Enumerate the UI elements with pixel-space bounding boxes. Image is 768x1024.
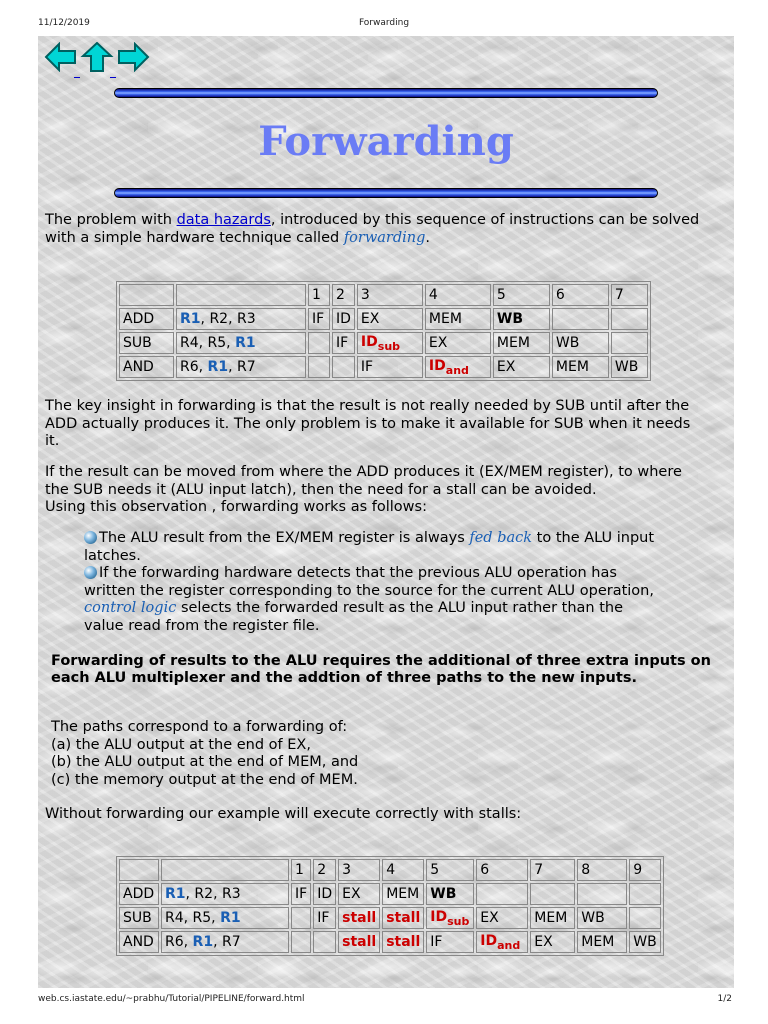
stall-cell: stall: [338, 931, 380, 953]
forwarding-term: forwarding: [343, 229, 426, 246]
table-cell: IF: [357, 356, 423, 378]
up-arrow-icon: [80, 42, 114, 72]
table-cell: MEM: [382, 883, 424, 905]
table-cell: [332, 356, 355, 378]
table-header-row: [119, 859, 661, 881]
table-cell: 6: [552, 284, 609, 306]
table-cell: MEM: [425, 308, 491, 330]
control-logic-term: control logic: [84, 600, 177, 616]
bullet-text: latches.: [84, 547, 141, 564]
register-r1: R1: [192, 934, 214, 950]
table-row: [119, 907, 661, 929]
operand-text: , R7: [228, 359, 256, 375]
operand-text: R4, R5,: [165, 910, 221, 926]
paths-paragraph: [51, 719, 731, 789]
table-cell: [176, 308, 306, 330]
table-cell: IF: [426, 931, 474, 953]
table-cell: EX: [530, 931, 575, 953]
operand-text: R6,: [165, 934, 193, 950]
register-r1: R1: [165, 886, 186, 902]
stage-main: ID: [360, 333, 378, 350]
table-cell: [308, 356, 330, 378]
stall-cell: stall: [382, 907, 424, 929]
table-cell: EX: [338, 883, 380, 905]
table-cell: [577, 883, 627, 905]
intro-text: with a simple hardware technique called: [45, 229, 344, 246]
operand-text: R4, R5,: [180, 335, 236, 351]
stage-id-and: [480, 932, 521, 952]
table-cell: 7: [530, 859, 575, 881]
table-cell: [476, 883, 528, 905]
table-cell: ID: [313, 883, 336, 905]
data-hazards-link[interactable]: data hazards: [176, 212, 271, 228]
intro-text: .: [425, 229, 430, 246]
table-cell: WB: [426, 883, 474, 905]
bullet-text: selects the forwarded result as the ALU input rather than the: [176, 600, 623, 616]
table-cell: [291, 907, 311, 929]
table-cell: ADD: [119, 883, 159, 905]
table-cell: 9: [629, 859, 660, 881]
bullet-icon: [84, 531, 97, 544]
register-r1: R1: [220, 910, 241, 926]
next-button[interactable]: [116, 42, 150, 72]
stage-main: ID: [480, 932, 498, 949]
table-cell: [176, 332, 306, 354]
alu-requirements-paragraph: [51, 653, 726, 687]
table-cell: IF: [308, 308, 330, 330]
intro-text: , introduced by this sequence of instructions can be solved: [270, 212, 700, 228]
nav-bar: [44, 42, 154, 76]
table-cell: 2: [313, 859, 336, 881]
stage-sub: sub: [377, 339, 401, 353]
table-cell: [611, 332, 648, 354]
bullet-text: to the ALU input: [532, 530, 655, 546]
table-cell: WB: [552, 332, 609, 354]
table-cell: [176, 284, 306, 306]
table-cell: SUB: [119, 907, 159, 929]
table-cell: 1: [291, 859, 311, 881]
operand-text: , R2, R3: [185, 886, 241, 902]
table-cell: [611, 308, 648, 330]
print-url: web.cs.iastate.edu/~prabhu/Tutorial/PIPELINE/forward.html: [38, 994, 305, 1004]
insight-paragraph: [45, 398, 725, 451]
table-cell: [119, 859, 159, 881]
bullet-text: value read from the register file.: [84, 617, 320, 634]
bullet-text: The ALU result from the EX/MEM register is always: [99, 530, 470, 546]
table-cell: [119, 284, 174, 306]
left-arrow-icon: [44, 42, 78, 72]
intro-paragraph: [45, 212, 725, 247]
table-cell: [629, 907, 660, 929]
page-title: Forwarding: [258, 118, 514, 165]
table-cell: IF: [291, 883, 311, 905]
print-header: [0, 18, 768, 32]
up-button[interactable]: [80, 42, 114, 72]
table-cell: EX: [357, 308, 423, 330]
top-divider: [114, 88, 658, 98]
table-cell: [357, 332, 423, 354]
print-title: Forwarding: [358, 18, 410, 28]
link-underline: [74, 77, 80, 78]
table-cell: [425, 356, 491, 378]
table-cell: IF: [332, 332, 355, 354]
table-cell: [313, 931, 336, 953]
table-cell: 4: [425, 284, 491, 306]
table-cell: ADD: [119, 308, 174, 330]
text-line: (c) the memory output at the end of MEM.: [51, 771, 358, 788]
table-row: [119, 308, 648, 330]
stage-id-sub: [430, 908, 470, 928]
text-line: ADD actually produces it. The only problem is to make it available for SUB when it needs: [45, 415, 691, 432]
text-line: The paths correspond to a forwarding of:: [51, 719, 348, 735]
table-header-row: [119, 284, 648, 306]
bullet-text: If the forwarding hardware detects that the previous ALU operation has: [99, 565, 617, 581]
table-cell: [291, 931, 311, 953]
table-cell: [161, 859, 289, 881]
table-cell: [552, 308, 609, 330]
text-line: Using this observation , forwarding works as follows:: [45, 499, 427, 515]
table-cell: EX: [493, 356, 550, 378]
stage-sub: and: [445, 363, 469, 377]
right-arrow-icon: [116, 42, 150, 72]
bottom-divider: [114, 188, 658, 198]
print-date: 11/12/2019: [38, 18, 90, 28]
operand-text: R6,: [180, 359, 208, 375]
text-line: If the result can be moved from where the ADD produces it (EX/MEM register), to where: [45, 464, 682, 480]
text-line: it.: [45, 433, 60, 449]
table-cell: 1: [308, 284, 330, 306]
table-cell: 2: [332, 284, 355, 306]
stage-id-and: [428, 357, 469, 377]
table-cell: [176, 356, 306, 378]
table-cell: [476, 931, 528, 953]
page-body: [38, 36, 734, 988]
text-line: The key insight in forwarding is that the result is not really needed by SUB until after the: [45, 398, 690, 414]
register-r1: R1: [180, 311, 201, 327]
table-cell: EX: [476, 907, 528, 929]
print-footer: [0, 994, 768, 1008]
stall-cell: stall: [382, 931, 424, 953]
table-cell: 5: [426, 859, 474, 881]
stage-main: ID: [428, 357, 446, 374]
table-cell: [629, 883, 660, 905]
text-line: each ALU multiplexer and the addtion of three paths to the new inputs.: [51, 670, 637, 686]
text-line: Forwarding of results to the ALU requires the additional of three extra inputs on: [51, 653, 711, 669]
pipeline-table-stalls: [116, 856, 664, 956]
table-cell: MEM: [577, 931, 627, 953]
table-cell: EX: [425, 332, 491, 354]
operand-text: ,: [200, 311, 210, 327]
table-cell: MEM: [552, 356, 609, 378]
table-cell: 4: [382, 859, 424, 881]
text-line: (a) the ALU output at the end of EX,: [51, 736, 311, 753]
table-cell: [308, 332, 330, 354]
table-cell: SUB: [119, 332, 174, 354]
table-cell: WB: [493, 308, 550, 330]
table-cell: MEM: [493, 332, 550, 354]
stage-sub: sub: [447, 914, 470, 928]
table-cell: WB: [577, 907, 627, 929]
page-number: 1/2: [717, 994, 732, 1004]
operand-text: , R7: [213, 934, 241, 950]
operand-text: R2, R3: [209, 311, 256, 327]
table-cell: 8: [577, 859, 627, 881]
table-cell: [161, 931, 289, 953]
table-row: [119, 931, 661, 953]
table-cell: [530, 883, 575, 905]
table-cell: 7: [611, 284, 648, 306]
table-cell: AND: [119, 356, 174, 378]
table-row: [119, 356, 648, 378]
table-row: [119, 883, 661, 905]
table-row: [119, 332, 648, 354]
pipeline-table-forwarding: [116, 281, 651, 381]
move-paragraph: [45, 464, 725, 517]
table-cell: IF: [313, 907, 336, 929]
table-cell: [161, 907, 289, 929]
table-cell: WB: [611, 356, 648, 378]
without-forwarding-text: Without forwarding our example will execute correctly with stalls:: [45, 806, 522, 822]
stall-cell: stall: [338, 907, 380, 929]
bullet-list: [84, 530, 724, 635]
stage-id-sub: [360, 333, 401, 353]
stage-sub: and: [497, 938, 521, 952]
fed-back-term: fed back: [469, 530, 533, 546]
table-cell: [426, 907, 474, 929]
table-cell: MEM: [530, 907, 575, 929]
link-underline: [110, 77, 116, 78]
table-cell: WB: [629, 931, 660, 953]
table-cell: 3: [338, 859, 380, 881]
table-cell: 5: [493, 284, 550, 306]
stage-main: ID: [430, 908, 448, 925]
back-button[interactable]: [44, 42, 78, 72]
register-r1: R1: [207, 359, 229, 375]
table-cell: [161, 883, 289, 905]
text-line: (b) the ALU output at the end of MEM, and: [51, 754, 359, 770]
register-r1: R1: [235, 335, 256, 351]
table-cell: ID: [332, 308, 355, 330]
table-cell: AND: [119, 931, 159, 953]
table-cell: 3: [357, 284, 423, 306]
bullet-text: written the register corresponding to the source for the current ALU operation,: [84, 582, 654, 599]
bullet-icon: [84, 566, 97, 579]
table-cell: 6: [476, 859, 528, 881]
intro-text: The problem with: [45, 212, 177, 228]
text-line: the SUB needs it (ALU input latch), then the need for a stall can be avoided.: [45, 481, 597, 498]
